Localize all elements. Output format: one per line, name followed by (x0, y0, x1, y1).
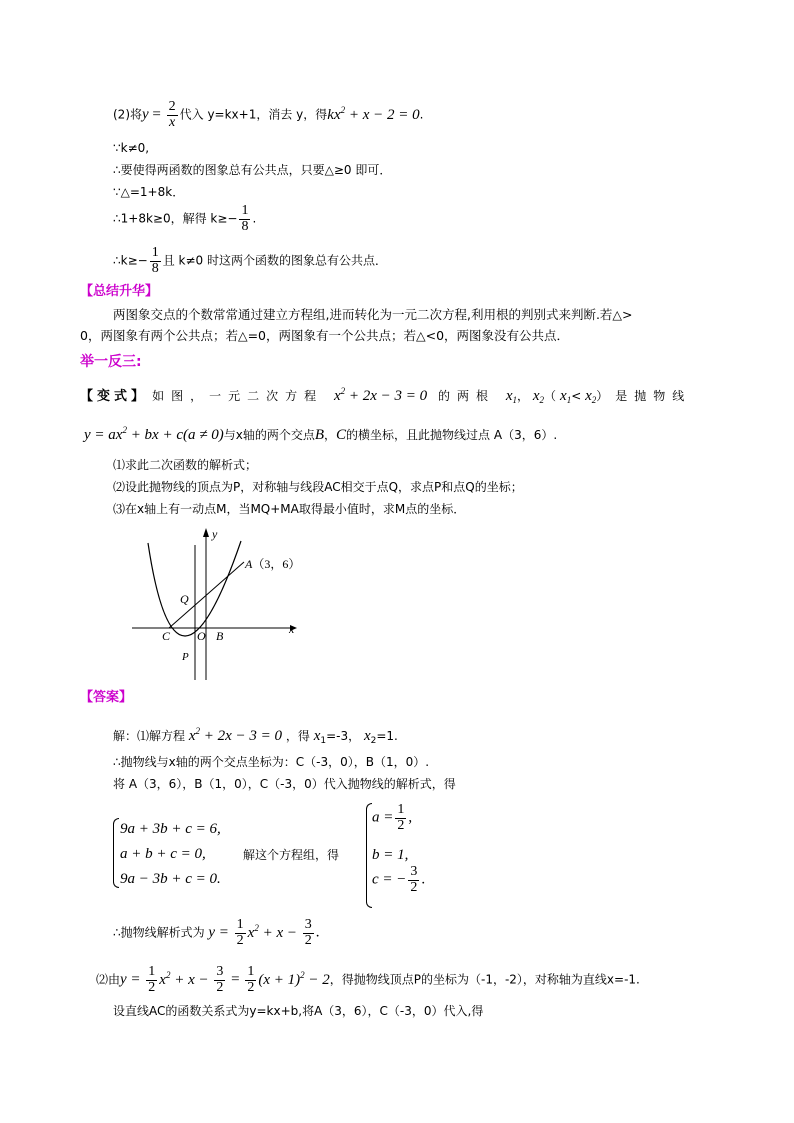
part2-line4: ∵△=1+8k． (113, 185, 185, 199)
y-var: y (142, 106, 149, 123)
system-eq2: a + b + c = 0, (120, 846, 206, 862)
x1: $x_1$ (505, 388, 517, 405)
text: a = (372, 809, 394, 826)
system-eq3: 9a − 3b + c = 0. (120, 871, 221, 887)
text: ，得抛物线顶点P的坐标为（-1，-2），对称轴为直线x=-1. (329, 972, 640, 987)
text: . (419, 107, 424, 122)
answer-step1: 解：⑴解方程 $x^2 + 2x - 3 = 0$ ，得 $x_1=-3$， $x_2=1$. (113, 726, 398, 746)
question-1: ⑴求此二次函数的解析式； (113, 458, 258, 472)
variant-label: 【变式】 (80, 389, 149, 404)
part2-line5 (113, 204, 256, 234)
fraction (167, 100, 178, 130)
x2: $x_2$ (532, 388, 544, 405)
example-title: 举一反三: (80, 354, 142, 370)
answer-step2: ∴抛物线与x轴的两个交点坐标为：C（-3，0），B（1，0）. (113, 755, 430, 769)
text: c = − (372, 871, 407, 888)
numerator: 1 (241, 203, 249, 218)
summary-line2: 0，两图象有两个公共点；若△=0，两图象有一个公共点；若△<0，两图象没有公共点． (80, 328, 570, 343)
denominator: 2 (397, 817, 405, 833)
system-eq1: 9a + 3b + c = 6, (120, 821, 221, 837)
answer-step4: ∴抛物线解析式为 y = $\frac{1}{2}$ $x^2 + x$ − $\frac{3}{2}$ . (113, 917, 320, 948)
summary-line1: 两图象交点的个数常常通过建立方程组,进而转化为一元二次方程,利用根的判别式来判断.若△> (113, 307, 633, 322)
y-label: y (212, 527, 218, 541)
text: 且 k≠0 时这两个函数的图象总有公共点． (162, 253, 387, 268)
denominator: 2 (410, 879, 418, 895)
text: ∴抛物线解析式为 (113, 925, 205, 940)
b-label: B (216, 629, 224, 643)
p-label: P (182, 651, 189, 663)
variant-line1: 【变式】 如图，一元二次方程 $x^2 + 2x - 3 = 0$ 的两根 $x_1$， $x_2(x_1< x_2)$是抛物线 (80, 386, 692, 405)
text: 解：⑴解方程 (113, 729, 186, 743)
numerator: 3 (410, 864, 418, 879)
variant-line2: $y = ax^2$ + bx + c(a ≠ 0)与x轴的两个交点B，C的横坐标，且此抛物线过点 A（3，6）. (84, 425, 558, 443)
numerator: 1 (397, 802, 405, 817)
parabola-figure (128, 520, 318, 692)
equation: $kx^2 + x - 2 = 0$ (327, 104, 420, 123)
solution-a: a = $\frac{1}{2}$ , (372, 802, 413, 833)
question-3: ⑶在x轴上有一动点M，当MQ+MA取得最小值时，求M点的坐标． (113, 502, 466, 516)
variant-text2: 的两根 (427, 389, 506, 403)
y-axis-arrow (203, 528, 209, 537)
fraction (395, 803, 406, 833)
text: . (252, 211, 257, 226)
x-label: x (289, 622, 295, 636)
variant-eq: $x^2 + 2x - 3 = 0$ (333, 386, 428, 404)
answer-title: 【答案】 (80, 690, 133, 705)
solution-c: c = − $\frac{3}{2}$ . (372, 864, 426, 895)
numerator: 2 (168, 99, 176, 114)
text: 代入 y=kx+1，消去 y，得 (179, 107, 328, 122)
c-label: C (162, 629, 171, 643)
part2-line6 (113, 246, 387, 276)
parabola-eq: $y = ax^2$ + bx + c(a ≠ 0) (84, 425, 224, 443)
a-label: A（3，6） (245, 557, 301, 571)
question-2: ⑵设此抛物线的顶点为P，对称轴与线段AC相交于点Q，求点P和点Q的坐标； (113, 480, 523, 494)
variant-text: 如图，一元二次方程 (152, 389, 334, 403)
answer-step5: ⑵由y = $\frac{1}{2}$ $x^2 + x$ − $\frac{3}{2}$ = $\frac{1}{2}$ $(x + 1)^2 - 2$，得抛物线顶点P的坐标为（-1，-2），对称轴为直线x=-1. (96, 964, 640, 995)
denominator: 8 (241, 218, 249, 234)
answer-step3: 将 A（3，6），B（1，0），C（-3，0）代入抛物线的解析式，得 (113, 777, 456, 791)
text: ∴1+8k≥0，解得 k≥− (113, 211, 238, 226)
q-label: Q (180, 592, 189, 606)
answer-step6: 设直线AC的函数关系式为y=kx+b,将A（3，6），C（-3，0）代入,得 (113, 1004, 484, 1018)
text: ∴k≥− (113, 253, 148, 268)
text: ⑵由 (96, 972, 121, 987)
text: (2)将 (113, 107, 142, 122)
text: 与x轴的两个交点 (223, 428, 315, 442)
left-brace (113, 818, 119, 888)
part2-line1 (113, 100, 423, 130)
numerator: 1 (151, 245, 159, 260)
denominator: x (169, 114, 176, 130)
o-label: O (197, 629, 206, 643)
part2-line2: ∵k≠0, (113, 141, 150, 155)
summary-title: 【总结升华】 (80, 284, 159, 299)
fraction (150, 246, 161, 276)
eq-sign: = (148, 106, 165, 123)
equation: $x^2 + 2x - 3 = 0$ (188, 726, 283, 744)
solution-b: b = 1, (372, 847, 409, 863)
part2-line3: ∴要使得两函数的图象总有公共点，只要△≥0 即可． (113, 163, 392, 177)
fraction (239, 204, 250, 234)
fraction (408, 865, 419, 895)
system-solve-text: 解这个方程组，得 (243, 848, 340, 862)
denominator: 8 (151, 260, 159, 276)
